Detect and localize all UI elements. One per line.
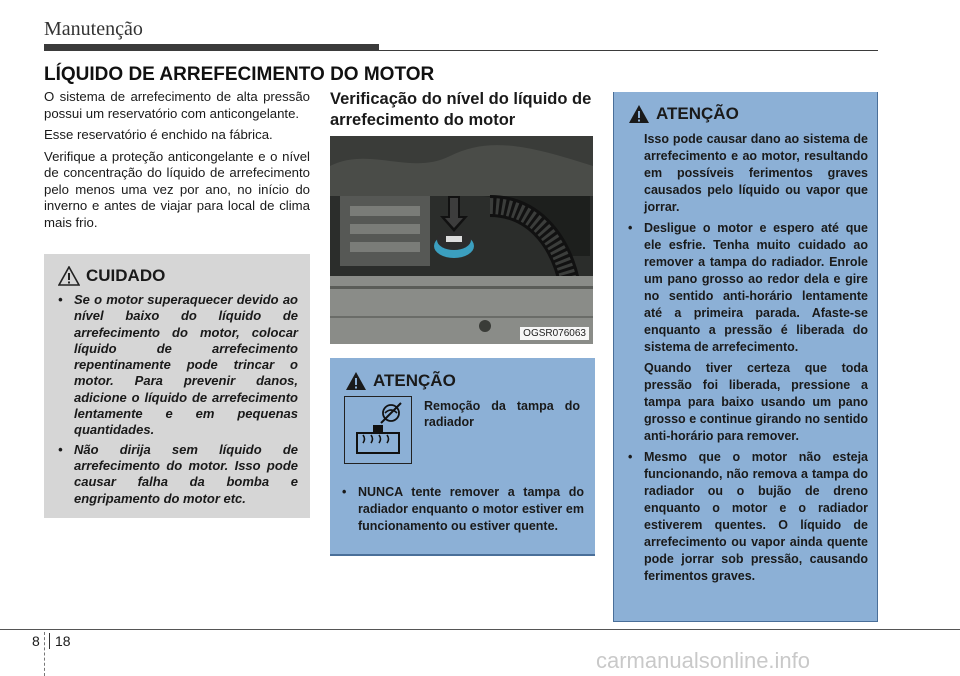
attention-title: ATENÇÃO (656, 104, 739, 123)
attention-heading (628, 104, 739, 124)
intro-paragraph: O sistema de arrefecimento de alta pressão possui um reservatório com anticongelante. (44, 89, 310, 121)
footer-line (0, 629, 960, 630)
bullet: • (58, 292, 63, 307)
header-line (379, 50, 878, 51)
attention-intro: Isso pode causar dano ao sistema de arrefecimento e ao motor, resultando em possíveis ferimentos graves causados pelo líquido ou vapor que jorrar. (644, 132, 868, 214)
bullet: • (628, 221, 633, 235)
intro-paragraph: Verifique a proteção anticongelante e o nível de concentração do líquido de arrefecimento pelo menos uma vez por ano, no início do inverno e antes de viajar para local de clima mais frio. (44, 148, 310, 230)
bullet: • (628, 450, 633, 464)
section-title: LÍQUIDO DE ARREFECIMENTO DO MOTOR (44, 64, 435, 85)
attention-item (628, 449, 868, 585)
attention-desc: Remoção da tampa do radiador (424, 399, 580, 429)
attention-item-text: Desligue o motor e espero até que ele esfrie. Tenha muito cuidado ao remover a tampa do radiador. Enrole um pano grosso ao redor dela e gire no sentido anti-horário lentamente até a primeira parada. Afaste-se enquanto a pressão é liberada do sistema de arrefecimento. (644, 221, 868, 354)
caution-item (58, 292, 298, 439)
attention-heading (345, 371, 456, 391)
photo-code: OGSR076063 (520, 327, 589, 340)
attention-box-mid (330, 358, 595, 556)
engine-photo (330, 136, 593, 344)
footer-dashed-line (44, 632, 45, 676)
attention-right-list (628, 220, 868, 589)
intro-text (44, 89, 310, 236)
caution-heading (58, 266, 298, 286)
attention-item (628, 220, 868, 445)
attention-item (342, 484, 584, 535)
radiator-cap-icon (345, 397, 411, 463)
caution-item-text: Se o motor superaquecer devido ao nível baixo do líquido de arrefecimento do motor, colocar líquido de arrefecimento repentinamente pode trincar o motor. Para prevenir danos, adicione o líquido de arrefecimento lentamente e em pequenas quantidades. (74, 292, 298, 438)
attention-title: ATENÇÃO (373, 371, 456, 390)
intro-paragraph: Esse reservatório é enchido na fábrica. (44, 127, 273, 142)
attention-box-right (613, 92, 878, 622)
caution-item-text: Não dirija sem líquido de arrefecimento do motor. Isso pode causar falha da bomba e engripamento do motor etc. (74, 441, 298, 506)
warning-triangle-icon (58, 266, 80, 286)
caution-item (58, 442, 298, 507)
chapter-number: 8 (32, 633, 40, 649)
radiator-hot-icon (344, 396, 412, 464)
attention-item-text: Mesmo que o motor não esteja funcionando, não remova a tampa do radiador ou o bujão de dreno enquanto o motor e o radiador estiverem quentes. O líquido de arrefecimento ou vapor ainda quente pode jorrar sob pressão, causando ferimentos graves. (644, 450, 868, 583)
header-title: Manutenção (44, 18, 143, 40)
warning-triangle-icon (628, 104, 650, 124)
watermark: carmanualsonline.info (596, 648, 811, 673)
caution-title: CUIDADO (86, 266, 166, 285)
bullet: • (342, 485, 347, 499)
engine-illustration (330, 136, 593, 344)
caution-list (58, 292, 298, 507)
warning-triangle-icon (345, 371, 367, 391)
check-subtitle: Verificação do nível do líquido de arrefecimento do motor (330, 90, 592, 129)
page-number: 18 (55, 633, 71, 649)
attention-item-text: NUNCA tente remover a tampa do radiador enquanto o motor estiver em funcionamento ou estiver quente. (358, 485, 584, 533)
caution-box (44, 254, 310, 518)
page-separator (49, 633, 50, 649)
bullet: • (58, 441, 63, 457)
attention-mid-list (342, 484, 584, 539)
header-bar (44, 44, 379, 51)
attention-item-continuation: Quando tiver certeza que toda pressão foi liberada, pressione a tampa para baixo usando um pano grosso e continue girando no sentido anti-horário para remover. (644, 361, 868, 443)
